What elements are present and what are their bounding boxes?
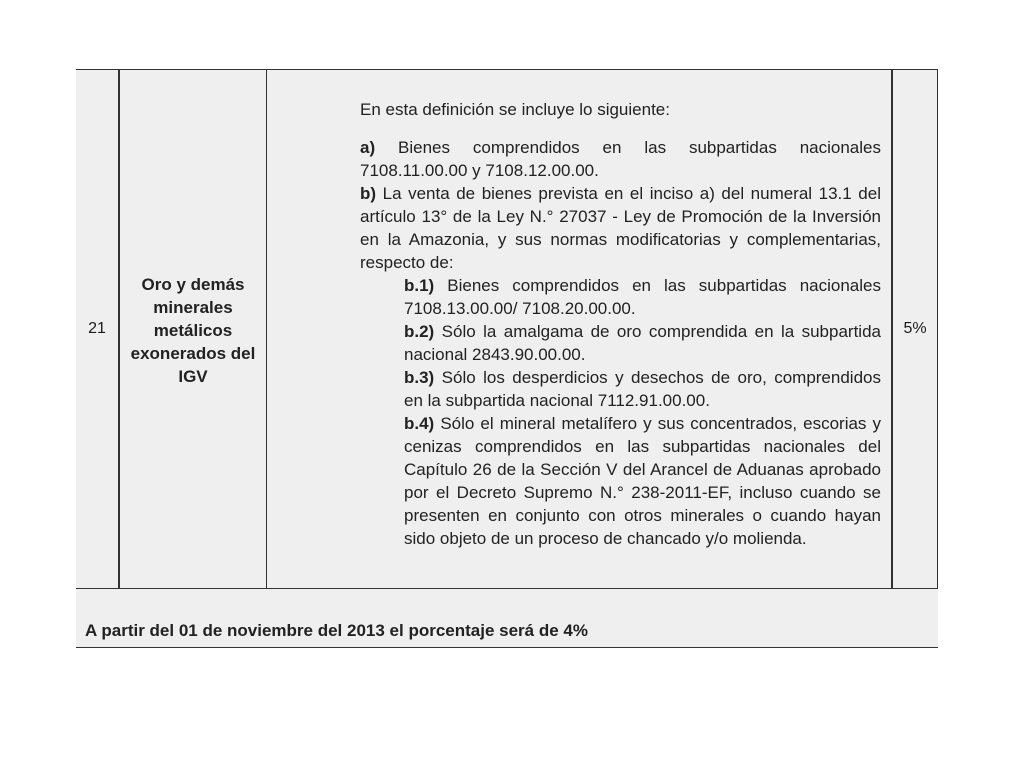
sub-item-b2-text: Sólo la amalgama de oro comprendida en la subpartida nacional 2843.90.00.00. xyxy=(404,322,881,364)
sub-item-b1-label: b.1) xyxy=(404,276,435,295)
row-name-cell xyxy=(119,70,267,588)
description-block xyxy=(360,98,881,550)
tax-table xyxy=(76,69,938,648)
sub-item-b4-text: Sólo el mineral metalífero y sus concentrados, escorias y cenizas comprendidos en las subpartidas nacionales del Capítulo 26 de la Sección V del Arancel de Aduanas aprobado por el Decreto Supremo N.° 238-2011-EF, incluso cuando se presenten en conjunto con otros minerales o cuando hayan sido objeto de un proceso de chancado y/o molienda. xyxy=(404,414,881,548)
item-b-label: b) xyxy=(360,184,377,203)
sub-item-b1-text: Bienes comprendidos en las subpartidas nacionales 7108.13.00.00/ 7108.20.00.00. xyxy=(404,276,881,318)
sub-item-b4 xyxy=(404,412,881,550)
sub-item-b3-label: b.3) xyxy=(404,368,435,387)
sub-item-b2-label: b.2) xyxy=(404,322,435,341)
item-a-label: a) xyxy=(360,138,376,157)
row-name: Oro y demás minerales metálicos exonerados del IGV xyxy=(130,275,256,386)
footer-note: A partir del 01 de noviembre del 2013 el porcentaje será de 4% xyxy=(85,621,588,640)
sub-item-b3 xyxy=(404,366,881,412)
row-number-cell xyxy=(76,70,119,588)
description-intro: En esta definición se incluye lo siguiente: xyxy=(360,100,670,119)
footer-row xyxy=(76,589,938,648)
sub-item-b1 xyxy=(404,274,881,320)
table-row xyxy=(76,70,938,589)
row-description-cell xyxy=(266,70,892,588)
item-a xyxy=(360,136,881,182)
sub-item-b4-label: b.4) xyxy=(404,414,435,433)
item-b-text: La venta de bienes prevista en el inciso a) del numeral 13.1 del artículo 13° de la Ley N.° 27037 - Ley de Promoción de la Inversión en la Amazonia, y sus normas modificatorias y complementarias, respecto de: xyxy=(360,184,881,272)
row-rate: 5% xyxy=(903,320,927,337)
sub-item-b3-text: Sólo los desperdicios y desechos de oro, comprendidos en la subpartida nacional 7112.91.00.00. xyxy=(404,368,881,410)
sub-item-b2 xyxy=(404,320,881,366)
row-number: 21 xyxy=(88,320,106,337)
row-rate-cell xyxy=(892,70,938,588)
item-b xyxy=(360,182,881,274)
item-a-text: Bienes comprendidos en las subpartidas nacionales 7108.11.00.00 y 7108.12.00.00. xyxy=(360,138,881,180)
